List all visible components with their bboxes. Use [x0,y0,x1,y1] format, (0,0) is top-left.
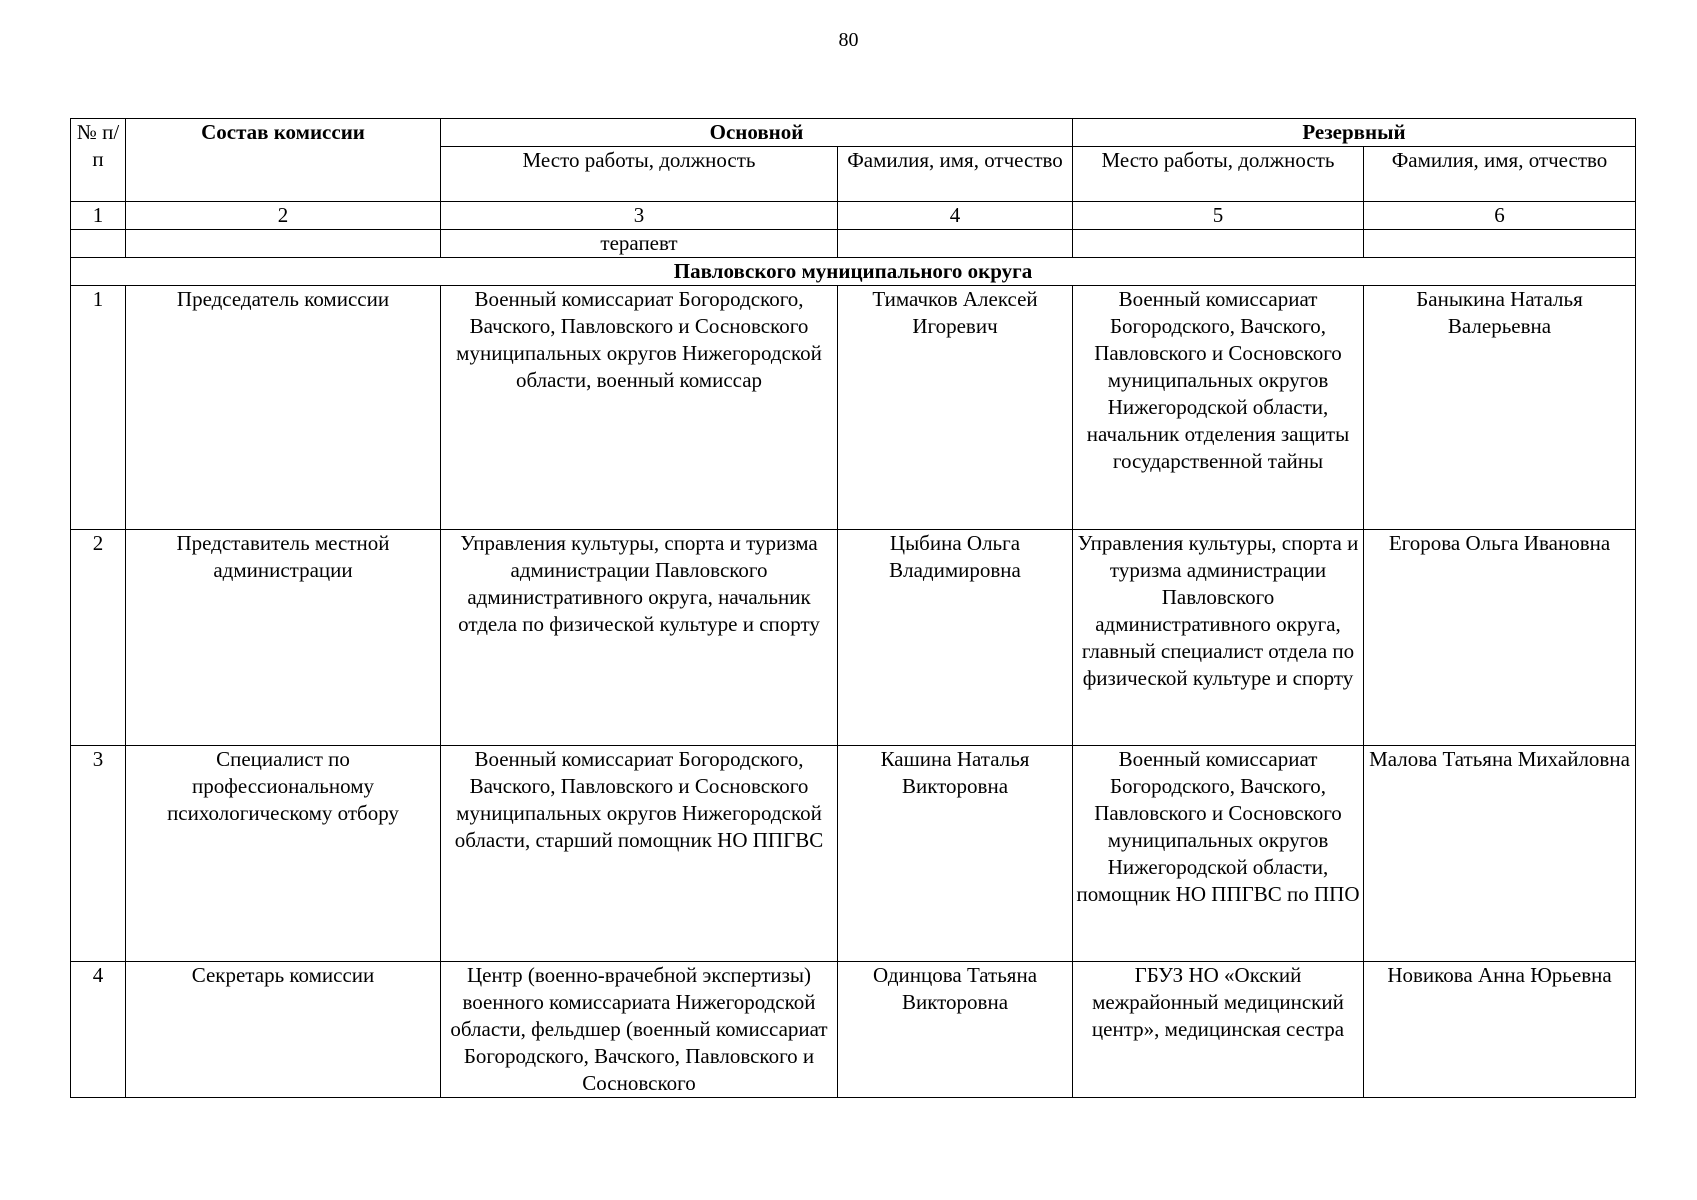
table-row [71,530,1636,746]
continuation-cell: терапевт [441,230,838,258]
header-composition: Состав комиссии [126,119,441,202]
row-reserve-workplace: Управления культуры, спорта и туризма администрации Павловского административного округа, главный специалист отдела по физической культуре и спорту [1073,530,1364,746]
row-reserve-workplace: ГБУЗ НО «Окский межрайонный медицинский центр», медицинская сестра [1073,962,1364,1098]
row-main-workplace: Военный комиссариат Богородского, Вачского, Павловского и Сосновского муниципальных округов Нижегородской области, военный комиссар [441,286,838,530]
row-role: Представитель местной администрации [126,530,441,746]
row-num: 2 [71,530,126,746]
header-row-1 [71,119,1636,147]
row-role: Специалист по профессиональному психологическому отбору [126,746,441,962]
header-reserve-workplace: Место работы, должность [1073,147,1364,202]
row-main-workplace: Военный комиссариат Богородского, Вачского, Павловского и Сосновского муниципальных округов Нижегородской области, старший помощник НО ППГВС [441,746,838,962]
empty-cell [1364,230,1636,258]
header-reserve-fio: Фамилия, имя, отчество [1364,147,1636,202]
column-number: 6 [1364,202,1636,230]
row-reserve-name: Баныкина Наталья Валерьевна [1364,286,1636,530]
column-number: 2 [126,202,441,230]
column-number: 3 [441,202,838,230]
section-row [71,258,1636,286]
row-reserve-name: Егорова Ольга Ивановна [1364,530,1636,746]
empty-cell [126,230,441,258]
row-num: 1 [71,286,126,530]
row-main-name: Одинцова Татьяна Викторовна [838,962,1073,1098]
header-main-workplace: Место работы, должность [441,147,838,202]
column-number: 4 [838,202,1073,230]
row-main-name: Цыбина Ольга Владимировна [838,530,1073,746]
section-title: Павловского муниципального округа [71,258,1636,286]
table-row [71,746,1636,962]
header-main: Основной [441,119,1073,147]
row-main-workplace: Управления культуры, спорта и туризма администрации Павловского административного округа, начальник отдела по физической культуре и спорту [441,530,838,746]
row-role: Председатель комиссии [126,286,441,530]
column-number: 1 [71,202,126,230]
row-num: 3 [71,746,126,962]
row-reserve-name: Новикова Анна Юрьевна [1364,962,1636,1098]
table-row [71,286,1636,530]
row-role: Секретарь комиссии [126,962,441,1098]
header-reserve: Резервный [1073,119,1636,147]
empty-cell [838,230,1073,258]
column-number-row [71,202,1636,230]
commission-table [70,118,1636,1098]
row-main-name: Тимачков Алексей Игоревич [838,286,1073,530]
empty-cell [1073,230,1364,258]
page-number: 80 [838,29,859,51]
row-main-workplace: Центр (военно-врачебной экспертизы) военного комиссариата Нижегородской области, фельдшер (военный комиссариат Богородского, Вачского, Павловского и Сосновского [441,962,838,1098]
row-num: 4 [71,962,126,1098]
continuation-row [71,230,1636,258]
column-number: 5 [1073,202,1364,230]
header-num: № п/п [71,119,126,202]
row-reserve-name: Малова Татьяна Михайловна [1364,746,1636,962]
empty-cell [71,230,126,258]
header-main-fio: Фамилия, имя, отчество [838,147,1073,202]
row-reserve-workplace: Военный комиссариат Богородского, Вачского, Павловского и Сосновского муниципальных округов Нижегородской области, начальник отделения защиты государственной тайны [1073,286,1364,530]
row-reserve-workplace: Военный комиссариат Богородского, Вачского, Павловского и Сосновского муниципальных округов Нижегородской области, помощник НО ППГВС по ППО [1073,746,1364,962]
row-main-name: Кашина Наталья Викторовна [838,746,1073,962]
table-row [71,962,1636,1098]
